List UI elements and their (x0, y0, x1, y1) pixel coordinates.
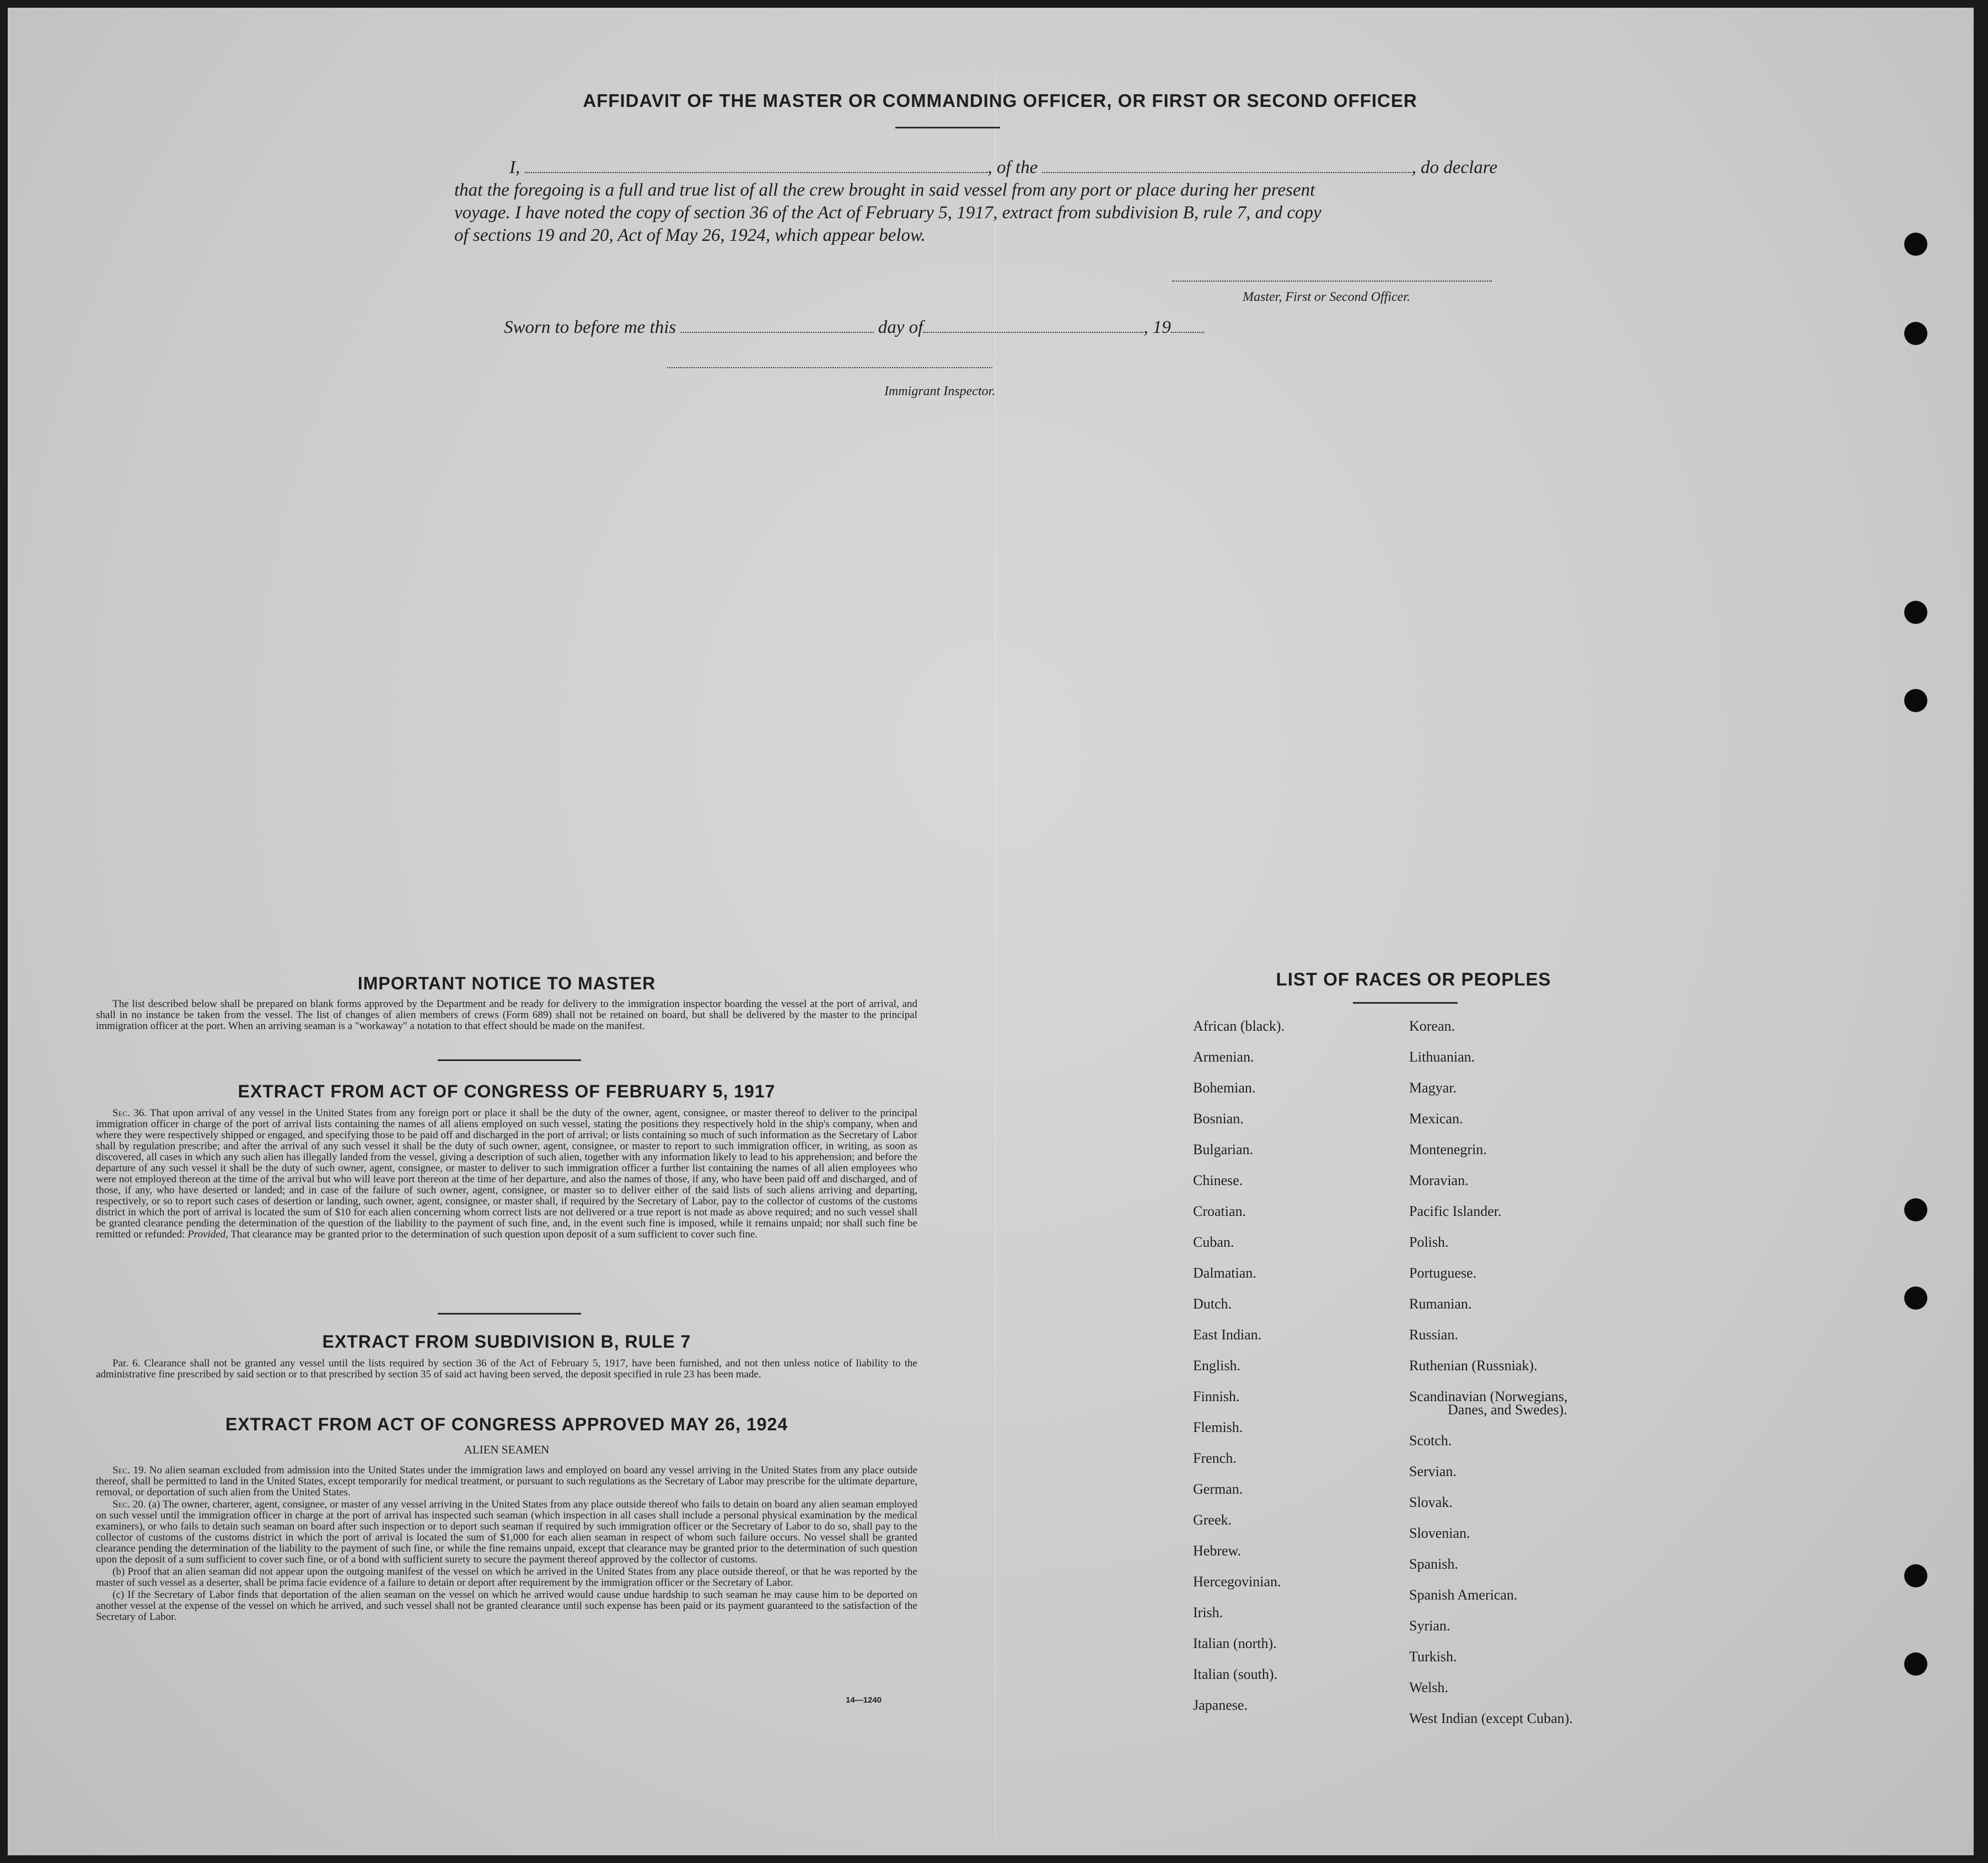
extract-1924-title: EXTRACT FROM ACT OF CONGRESS APPROVED MAY 26, 1924 (225, 1414, 788, 1434)
races-right-column (1409, 1011, 1573, 1734)
race-item: African (black). (1193, 1018, 1285, 1034)
affidavit-title-rule (895, 127, 1000, 128)
do-declare-label: , do declare (1411, 158, 1497, 177)
sworn-year-field[interactable] (1171, 332, 1204, 333)
section-rule (438, 1313, 581, 1315)
race-item: Japanese. (1193, 1697, 1248, 1713)
sec-20a-text: (a) The owner, charterer, agent, consignee, or master of any vessel arriving in the United States from any place outside thereof who fails to detain on board any alien seaman employed on such vessel until the immigration officer in charge at the port of arrival has inspected such seaman (which inspection in all cases shall include a personal physical examination by the medical examiners), or who fails to detain such seaman on board after such inspection or to deport such seaman if required by such immigration officer or the Secretary of Labor to do so, shall pay to the collector of customs of the customs district in which the port of arrival is located the sum of $1,000 for each alien seaman in respect of whom such failure occurs. No vessel shall be granted clearance pending the determination of the liability to the payment of such fine, or while the fine remains unpaid, except that clearance may be granted prior to the determination of such question upon the deposit of a sum sufficient to cover such fine, or of a bond with sufficient surety to secure the payment thereof approved by the collector of customs. (96, 1499, 917, 1565)
extract-1917-title: EXTRACT FROM ACT OF CONGRESS OF FEBRUARY 5, 1917 (238, 1081, 776, 1101)
inspector-caption: Immigrant Inspector. (884, 384, 996, 399)
punch-hole (1904, 1198, 1927, 1221)
race-item: Moravian. (1409, 1172, 1469, 1188)
race-item: Italian (north). (1193, 1635, 1277, 1651)
sworn-day-field[interactable] (681, 332, 874, 333)
races-title-rule (1353, 1002, 1458, 1004)
race-item: Dalmatian. (1193, 1265, 1256, 1281)
provided-label: Provided, (187, 1229, 228, 1240)
race-item: Pacific Islander. (1409, 1203, 1502, 1219)
day-of-label: day of (878, 317, 923, 337)
of-the-label: , of the (987, 158, 1038, 177)
affidavit-title: AFFIDAVIT OF THE MASTER OR COMMANDING OFFICER, OR FIRST OR SECOND OFFICER (583, 90, 1417, 111)
race-item: Finnish. (1193, 1388, 1240, 1404)
sec-36-text: That upon arrival of any vessel in the United States from any foreign port or place it shall be the duty of the owner, agent, consignee, or master thereof to deliver to the principal immigration officer in charge of the port of arrival lists containing the names of all aliens employed on such vessel, stating the positions they respectively hold in the ship's company, when and where they were respectively shipped or engaged, and specifying those to be paid off and discharged in the port of arrival; or lists containing so much of such information as the Secretary of Labor shall by regulation prescribe; and after the arrival of any such vessel it shall be the duty of such owner, agent, consignee, or master to report to such immigration officer, in writing, as soon as discovered, all cases in which any such alien has illegally landed from the vessel, giving a description of such alien, together with any information likely to lead to his apprehension; and before the departure of any such vessel it shall be the duty of such owner, agent, consignee, or master to deliver to such immigration officer a further list containing the names of all alien employees who were not employed thereon at the time of the arrival but who will leave port thereon at the time of her departure, and also the names of those, if any, who have been paid off and discharged, and of those, if any, who have deserted or landed; and in case of the failure of such owner, agent, consignee, or master so to deliver either of the said lists of such aliens arriving and departing, respectively, or so to report such cases of desertion or landing, such owner, agent, consignee, or master shall, if required by the Secretary of Labor, pay to the collector of customs of the customs district in which the port of arrival is located the sum of $10 for each alien concerning whom correct lists are not delivered or a true report is not made as above required; and no such vessel shall be granted clearance pending the determination of the question of the liability to the payment of such fine, and, in the event such fine is imposed, while it remains unpaid; nor shall such fine be remitted or refunded: (96, 1107, 917, 1240)
i-label: I, (509, 158, 520, 177)
race-item: Mexican. (1409, 1111, 1463, 1127)
race-item: Scandinavian (Norwegians, (1409, 1388, 1568, 1404)
punch-hole (1904, 1564, 1927, 1587)
race-item: Servian. (1409, 1463, 1457, 1479)
race-item: Hercegovinian. (1193, 1574, 1281, 1590)
race-item: English. (1193, 1358, 1240, 1374)
race-item: Magyar. (1409, 1080, 1457, 1096)
race-item: Bosnian. (1193, 1111, 1244, 1127)
officer-caption: Master, First or Second Officer. (1243, 290, 1410, 304)
form-number: 14—1240 (846, 1695, 882, 1705)
sec-20c-text: (c) If the Secretary of Labor finds that deportation of the alien seaman on the vessel on which he arrived would cause undue hardship to such seaman he may cause him to be deported on another vessel at the expense of the vessel on which he arrived, and such vessel shall not be granted clearance until such expense has been paid or its payment guaranteed to the satisfaction of the Secretary of Labor. (96, 1589, 917, 1623)
race-item: West Indian (except Cuban). (1409, 1710, 1573, 1726)
race-item: Ruthenian (Russniak). (1409, 1358, 1538, 1374)
race-item: Armenian. (1193, 1049, 1254, 1065)
races-title: LIST OF RACES OR PEOPLES (1276, 969, 1551, 989)
races-left-column (1193, 1011, 1285, 1721)
sworn-label: Sworn to before me this (504, 317, 676, 337)
race-item: Bohemian. (1193, 1080, 1256, 1096)
year-prefix-label: , 19 (1143, 317, 1171, 337)
sec-20-label: Sec. 20. (112, 1499, 146, 1510)
affidavit-line-1 (509, 158, 1497, 178)
punch-hole (1904, 601, 1927, 624)
race-item: Syrian. (1409, 1618, 1450, 1634)
sec-19-text: No alien seaman excluded from admission into the United States under the immigration laws and employed on board any vessel arriving in the United States from any place outside thereof, shall be permitted to land in the United States, except temporarily for medical treatment, or pursuant to such regulations as the Secretary of Labor may prescribe for the ultimate departure, removal, or deportation of such alien from the United States. (96, 1464, 917, 1498)
race-item: Greek. (1193, 1512, 1232, 1528)
race-item: Chinese. (1193, 1172, 1243, 1188)
sworn-month-field[interactable] (923, 332, 1143, 333)
race-item: French. (1193, 1450, 1237, 1466)
punch-hole (1904, 689, 1927, 712)
race-item: Turkish. (1409, 1649, 1457, 1665)
punch-hole (1904, 1652, 1927, 1676)
alien-seamen-subtitle: ALIEN SEAMEN (464, 1443, 550, 1456)
sec-20b-text: (b) Proof that an alien seaman did not appear upon the outgoing manifest of the vessel on which he arrived in the United States from any place outside thereof, or that he was reported by the master of such vessel as a deserter, shall be prima facie evidence of a failure to detain or deport after requirement by the immigration officer or the Secretary of Labor. (96, 1566, 917, 1589)
race-item: Lithuanian. (1409, 1049, 1475, 1065)
race-item: Irish. (1193, 1604, 1223, 1620)
extract-rule7-title: EXTRACT FROM SUBDIVISION B, RULE 7 (322, 1332, 691, 1352)
punch-hole (1904, 233, 1927, 256)
race-item: Scotch. (1409, 1433, 1452, 1449)
race-item: East Indian. (1193, 1327, 1262, 1343)
notice-text (96, 999, 917, 1033)
sec-19-label: Sec. 19. (112, 1464, 147, 1476)
sec-36-text-end: That clearance may be granted prior to the determination of such question upon deposit of a sum sufficient to cover such fine. (230, 1229, 757, 1240)
notice-paragraph: The list described below shall be prepared on blank forms approved by the Department and be ready for delivery to the immigration inspector boarding the vessel at the port of arrival, and shall in no instance be taken from the vessel. The list of changes of alien members of crews (Form 689) shall not be retained on board, but shall be delivered by the master to the principal immigration officer at the port. When an arriving seaman is a "workaway" a notation to that effect should be made on the manifest. (96, 998, 917, 1032)
race-item: Slovak. (1409, 1494, 1453, 1510)
race-item: Cuban. (1193, 1234, 1234, 1250)
officer-signature-field[interactable] (1172, 281, 1492, 282)
affidavit-line-4: of sections 19 and 20, Act of May 26, 1924, which appear below. (454, 225, 926, 245)
document-page (8, 8, 1974, 1855)
race-item: Flemish. (1193, 1419, 1243, 1435)
extract-1917-text (96, 1108, 917, 1241)
extract-rule7-text (96, 1358, 917, 1381)
notice-title: IMPORTANT NOTICE TO MASTER (357, 973, 656, 993)
name-field[interactable] (525, 172, 988, 173)
extract-1924-text (96, 1465, 917, 1624)
sec-36-label: Sec. 36. (112, 1107, 147, 1119)
race-item: Bulgarian. (1193, 1142, 1254, 1157)
race-item: Spanish American. (1409, 1587, 1518, 1603)
race-item: Croatian. (1193, 1203, 1246, 1219)
race-item: Korean. (1409, 1018, 1455, 1034)
sworn-line (504, 317, 1204, 338)
race-item: Polish. (1409, 1234, 1449, 1250)
rule7-paragraph: Par. 6. Clearance shall not be granted any vessel until the lists required by section 36 of the Act of February 5, 1917, have been furnished, and not then unless notice of liability to the administrative fine prescribed by said section or to that prescribed by section 35 of said act having been served, the deposit specified in rule 23 has been made. (96, 1358, 917, 1380)
race-item: Portuguese. (1409, 1265, 1477, 1281)
race-item: Dutch. (1193, 1296, 1232, 1312)
race-item: Rumanian. (1409, 1296, 1472, 1312)
race-item: Slovenian. (1409, 1525, 1470, 1541)
punch-hole (1904, 322, 1927, 345)
race-item: Spanish. (1409, 1556, 1458, 1572)
race-item: Welsh. (1409, 1679, 1448, 1695)
section-rule (438, 1059, 581, 1061)
race-item: German. (1193, 1481, 1243, 1497)
affidavit-line-3: voyage. I have noted the copy of section 36 of the Act of February 5, 1917, extract from subdivision B, rule 7, and copy (454, 203, 1321, 223)
race-item: Russian. (1409, 1327, 1458, 1343)
race-item: Hebrew. (1193, 1543, 1242, 1559)
vessel-field[interactable] (1042, 172, 1411, 173)
race-item: Italian (south). (1193, 1666, 1278, 1682)
race-item: Danes, and Swedes). (1448, 1402, 1567, 1418)
fold-line (995, 74, 996, 1838)
affidavit-line-2: that the foregoing is a full and true list of all the crew brought in said vessel from any port or place during her present (454, 180, 1315, 200)
punch-hole (1904, 1286, 1927, 1310)
race-item: Montenegrin. (1409, 1142, 1487, 1157)
inspector-signature-field[interactable] (667, 367, 992, 368)
